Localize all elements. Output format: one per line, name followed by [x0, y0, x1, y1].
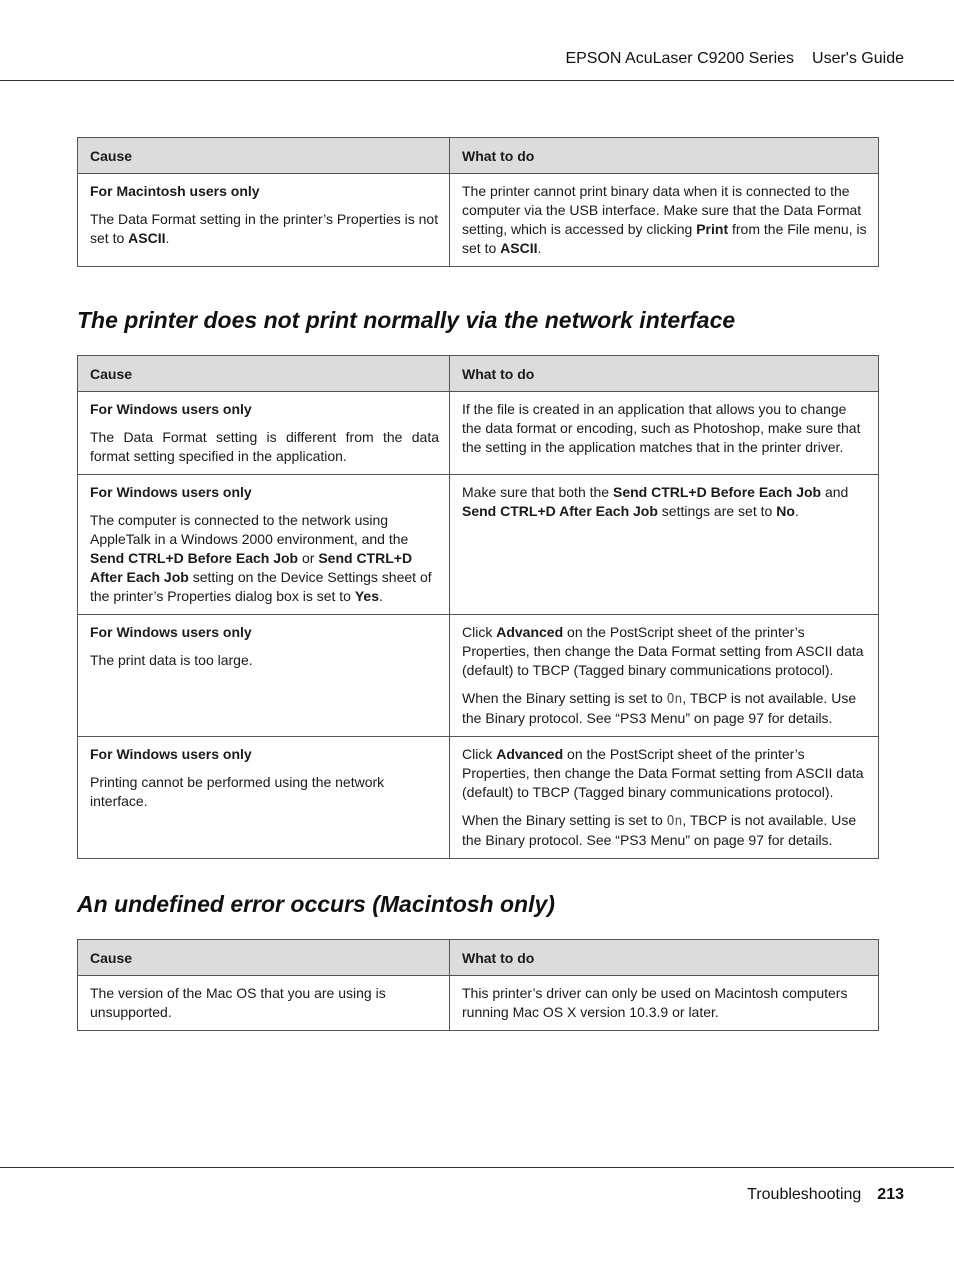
cause-title: For Windows users only: [90, 484, 252, 500]
cause-cell: [78, 174, 450, 267]
cause-title: For Windows users only: [90, 401, 252, 417]
cause-text: The version of the Mac OS that you are using is unsupported.: [90, 985, 386, 1020]
column-header-what-to-do: What to do: [450, 940, 879, 976]
what-to-do-text: Make sure that both the Send CTRL+D Before Each Job and Send CTRL+D After Each Job settings are set to No.: [462, 484, 849, 519]
what-to-do-cell: [450, 737, 879, 859]
table-row: [78, 475, 879, 615]
cause-text: Printing cannot be performed using the network interface.: [90, 774, 385, 809]
table-row: [78, 737, 879, 859]
section-heading-network: The printer does not print normally via the network interface: [77, 307, 736, 333]
cause-cell: [78, 976, 450, 1031]
cause-text: The print data is too large.: [90, 652, 253, 668]
what-to-do-cell: [450, 475, 879, 615]
footer-section: Troubleshooting: [747, 1186, 862, 1203]
cause-cell: [78, 615, 450, 737]
what-to-do-note: When the Binary setting is set to On, TBCP is not available. Use the Binary protocol. See “PS3 Menu” on page 97 for details.: [462, 690, 857, 726]
column-header-what-to-do: What to do: [450, 356, 879, 392]
header-guide: User's Guide: [812, 50, 904, 67]
header-product: EPSON AcuLaser C9200 Series: [565, 50, 795, 67]
what-to-do-text: Click Advanced on the PostScript sheet of the printer’s Properties, then change the Data Format setting from ASCII data (default) to TBCP (Tagged binary communications protocol).: [462, 746, 864, 800]
section-heading-undefined-error: An undefined error occurs (Macintosh only): [77, 891, 555, 917]
cause-cell: [78, 475, 450, 615]
cause-title: For Windows users only: [90, 746, 252, 762]
what-to-do-text: The printer cannot print binary data when it is connected to the computer via the USB interface. Make sure that the Data Format setting, which is accessed by clicking Print from the File menu, is set to ASCII.: [462, 183, 867, 256]
table-header-row: [78, 356, 879, 392]
what-to-do-text: Click Advanced on the PostScript sheet of the printer’s Properties, then change the Data Format setting from ASCII data (default) to TBCP (Tagged binary communications protocol).: [462, 624, 864, 678]
table-network-interface: [77, 355, 879, 859]
header-rule: [0, 80, 954, 81]
column-header-what-to-do: What to do: [450, 138, 879, 174]
what-to-do-cell: [450, 615, 879, 737]
table-row: [78, 174, 879, 267]
table-header-row: [78, 940, 879, 976]
table-row: [78, 976, 879, 1031]
page-footer: [747, 1186, 904, 1204]
what-to-do-note: When the Binary setting is set to On, TBCP is not available. Use the Binary protocol. See “PS3 Menu” on page 97 for details.: [462, 812, 857, 848]
column-header-cause: Cause: [78, 940, 450, 976]
cause-cell: [78, 737, 450, 859]
what-to-do-text: This printer’s driver can only be used on Macintosh computers running Mac OS X version 10.3.9 or later.: [462, 985, 848, 1020]
table-row: [78, 392, 879, 475]
what-to-do-cell: [450, 392, 879, 475]
table-header-row: [78, 138, 879, 174]
cause-cell: [78, 392, 450, 475]
column-header-cause: Cause: [78, 138, 450, 174]
table-row: [78, 615, 879, 737]
cause-text: The computer is connected to the network using AppleTalk in a Windows 2000 environment, and the Send CTRL+D Before Each Job or Send CTRL+D After Each Job setting on the Device Settings sheet of the printer’s Properties dialog box is set to Yes.: [90, 512, 432, 604]
page-number: 213: [877, 1186, 904, 1203]
table-macintosh-usb: [77, 137, 879, 267]
footer-rule: [0, 1167, 954, 1168]
column-header-cause: Cause: [78, 356, 450, 392]
cause-title: For Windows users only: [90, 624, 252, 640]
what-to-do-cell: [450, 174, 879, 267]
cause-text: The Data Format setting is different from the data format setting specified in the application.: [90, 429, 439, 464]
what-to-do-cell: [450, 976, 879, 1031]
cause-title: For Macintosh users only: [90, 183, 260, 199]
cause-text: The Data Format setting in the printer’s Properties is not set to ASCII.: [90, 211, 439, 246]
table-undefined-error: [77, 939, 879, 1031]
page-header: [565, 50, 904, 68]
what-to-do-text: If the file is created in an application that allows you to change the data format or encoding, such as Photoshop, make sure that the setting in the application matches that in the printer driver.: [462, 401, 861, 455]
